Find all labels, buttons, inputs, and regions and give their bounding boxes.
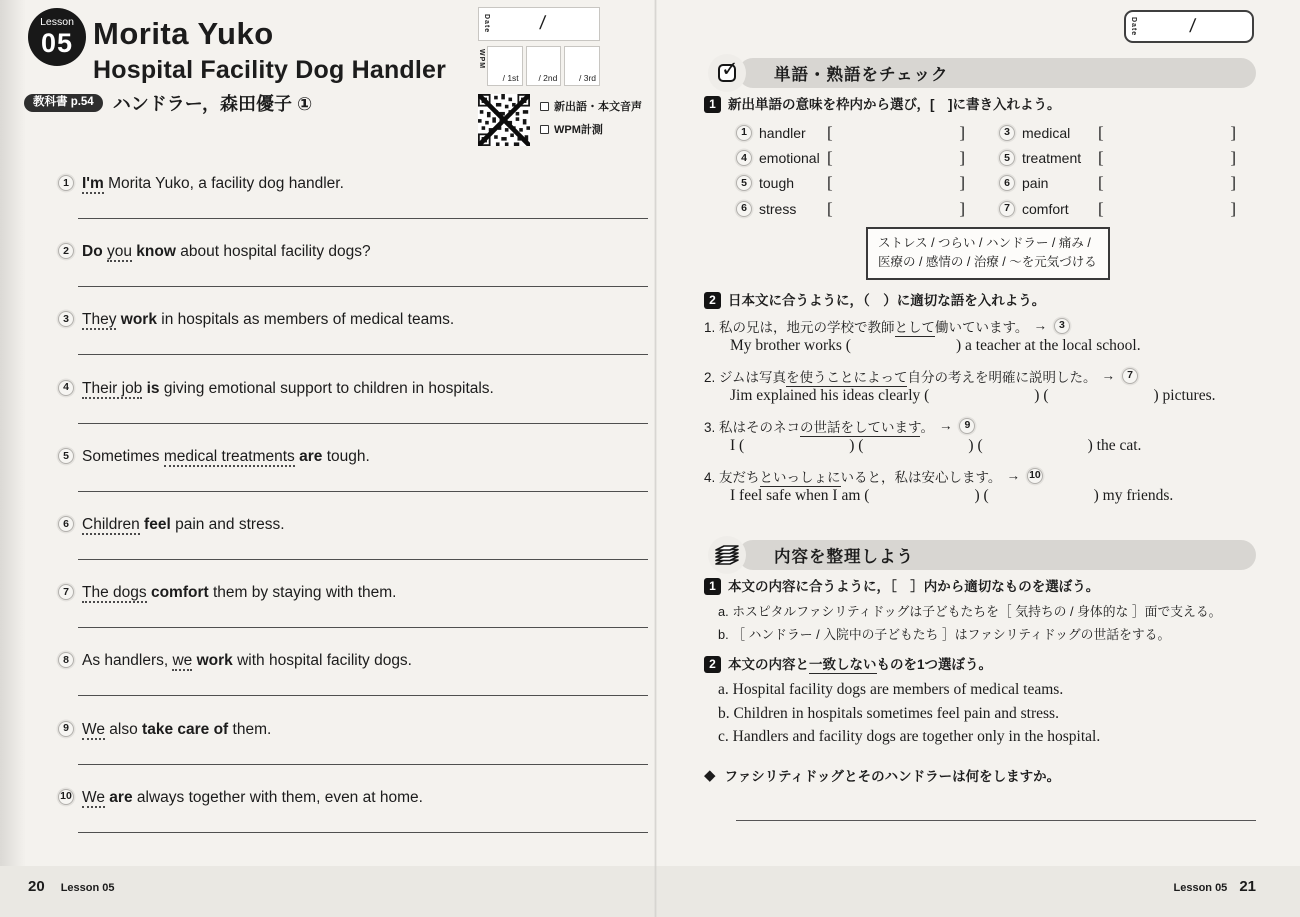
vocab-item-number: 7 — [999, 201, 1015, 217]
lesson-number-badge — [28, 8, 86, 66]
vocab-item-number: 1 — [736, 125, 752, 141]
option-item: c. Handlers and facility dogs are together only in the hospital. — [718, 728, 1101, 745]
diamond-icon: ◆ — [704, 767, 716, 784]
sentence-number: 1 — [58, 175, 74, 191]
left-footer-lesson: Lesson 05 — [60, 882, 115, 894]
date-label: Date — [1130, 16, 1137, 37]
vocab-item-number: 4 — [736, 150, 752, 166]
answer-bracket-blank — [827, 173, 965, 193]
arrow-icon: → — [1006, 468, 1020, 483]
sentence-number: 2 — [58, 243, 74, 259]
sentence-text — [58, 515, 650, 534]
lesson-badge-label: Lesson — [40, 16, 74, 29]
bracket-close: ] — [1230, 198, 1236, 218]
answer-writing-line — [736, 820, 1256, 821]
task-number-badge: 1 — [704, 578, 721, 595]
fill-in-japanese — [704, 364, 1264, 387]
sentence-block — [58, 720, 650, 788]
bracket-open: [ — [827, 173, 833, 193]
english-text: ) pictures. — [1153, 387, 1216, 404]
sentence-number: 5 — [58, 448, 74, 464]
answer-bracket-blank — [1098, 199, 1236, 219]
vocab-word: medical — [1022, 124, 1071, 141]
not-match-underline: 一致しない — [809, 657, 877, 672]
qr-code — [478, 94, 530, 146]
answer-bracket-blank — [827, 123, 965, 143]
bracket-close: ] — [1230, 147, 1236, 167]
sentence-block — [58, 515, 650, 583]
arrow-icon: → — [1033, 318, 1047, 333]
word-bank-line2: 医療の / 感情の / 治療 / ～を元気づける — [878, 255, 1097, 270]
stacked-pages-icon — [708, 536, 746, 574]
writing-line — [78, 354, 648, 355]
right-footer-lesson: Lesson 05 — [1173, 882, 1228, 894]
content-task1-items — [718, 601, 1263, 647]
sentence-block — [58, 583, 650, 651]
sentence-content: The dogs comfort them by staying with them. — [82, 584, 397, 602]
vocab-grid — [736, 120, 1236, 221]
wpm-label: WPM — [478, 49, 485, 70]
bracket-close: ] — [1230, 173, 1236, 193]
english-text: ) my friends. — [1093, 487, 1174, 504]
fill-in-japanese-text: 2. ジムは写真を使うことによって自分の考えを明確に説明した。 — [704, 369, 1097, 385]
vocab-task2-instruction-row — [704, 292, 1045, 310]
left-page-number: 20 — [28, 878, 45, 895]
option-item: a. Hospital facility dogs are members of medical teams. — [718, 681, 1064, 698]
bracket-close: ] — [959, 122, 965, 142]
bracket-open: [ — [1098, 122, 1104, 142]
lesson-subtitle-row — [24, 90, 312, 116]
vocab-word: comfort — [1022, 200, 1069, 217]
audio-check-label: WPM計測 — [554, 124, 603, 136]
arrow-icon: → — [1101, 368, 1115, 383]
checkbox-square — [540, 102, 549, 111]
english-text: ) ( — [968, 437, 983, 454]
sentence-text — [58, 788, 650, 807]
vocab-item-number: 5 — [736, 175, 752, 191]
wpm-box — [478, 46, 600, 86]
english-text: I ( — [730, 437, 745, 454]
sentence-block — [58, 379, 650, 447]
bracket-open: [ — [1098, 147, 1104, 167]
sentence-ref-number: 10 — [1027, 468, 1043, 484]
sentence-text — [58, 310, 650, 329]
english-text: I feel safe when I am ( — [730, 487, 870, 504]
content-task2-instruction: 本文の内容と一致しないものを1つ選ぼう。 — [728, 657, 993, 672]
writing-line — [78, 491, 648, 492]
audio-check-label: 新出語・本文音声 — [554, 101, 642, 113]
task-number-badge: 2 — [704, 292, 721, 309]
checkbox-outline — [718, 58, 739, 82]
sentence-content: They work in hospitals as members of medical teams. — [82, 311, 455, 329]
lesson-title-line1: Morita Yuko — [93, 16, 274, 51]
wpm-cell: / 1st — [487, 46, 523, 86]
sentence-block — [58, 310, 650, 378]
content-task2-instruction-row — [704, 656, 992, 674]
open-question-row — [704, 765, 1060, 785]
textbook-page-badge: 教科書 p.54 — [24, 94, 103, 112]
lesson-badge-number: 05 — [40, 27, 74, 58]
sentence-content: Their job is giving emotional support to children in hospitals. — [82, 379, 494, 397]
sentence-number: 9 — [58, 721, 74, 737]
sentence-block — [58, 788, 650, 856]
sentence-text — [58, 379, 650, 398]
answer-bracket-blank — [1098, 173, 1236, 193]
check-mark: ✓ — [721, 58, 739, 81]
english-text: My brother works ( — [730, 337, 851, 354]
sentence-number: 7 — [58, 584, 74, 600]
writing-line — [78, 423, 648, 424]
bracket-open: [ — [1098, 198, 1104, 218]
wpm-cell: / 2nd — [526, 46, 562, 86]
vocab-row — [736, 171, 1236, 196]
answer-bracket-blank — [1098, 148, 1236, 168]
section-content-title: 内容を整理しよう — [738, 540, 1256, 570]
content-task1-instruction-row — [704, 578, 1099, 596]
fill-in-english — [730, 337, 1264, 355]
writing-line — [78, 695, 648, 696]
date-slash: / — [538, 13, 547, 34]
sentence-number: 6 — [58, 516, 74, 532]
sentence-ref-number: 3 — [1054, 318, 1070, 334]
bracket-close: ] — [959, 198, 965, 218]
fill-in-japanese-text: 1. 私の兄は，地元の学校で教師として働いています。 — [704, 319, 1029, 335]
date-box — [478, 7, 600, 41]
choice-item: a. ホスピタルファシリティドッグは子どもたちを［ 気持ちの / 身体的な ］面で支える。 — [718, 604, 1222, 619]
wpm-cell: / 3rd — [564, 46, 600, 86]
fill-in-japanese-text: 3. 私はそのネコの世話をしています。 — [704, 419, 934, 435]
option-item: b. Children in hospitals sometimes feel pain and stress. — [718, 704, 1059, 722]
right-footer — [1174, 878, 1257, 895]
vocab-word: pain — [1022, 175, 1049, 192]
vocab-row — [736, 145, 1236, 170]
writing-line — [78, 286, 648, 287]
fill-in-japanese — [704, 464, 1264, 487]
page-spine-divider — [654, 0, 657, 917]
date-box-right — [1124, 10, 1254, 43]
checkbox-icon — [708, 54, 746, 92]
vocab-word: stress — [759, 200, 797, 217]
writing-line — [78, 218, 648, 219]
section-vocab-title: 単語・熟語をチェック — [738, 58, 1256, 88]
qr-code-graphic — [478, 94, 530, 146]
english-text: ) the cat. — [1087, 437, 1142, 454]
sentence-content: I'm Morita Yuko, a facility dog handler. — [82, 175, 344, 192]
bracket-close: ] — [959, 173, 965, 193]
choice-item: b. ［ ハンドラー / 入院中の子どもたち ］はファシリティドッグの世話をする。 — [718, 627, 1171, 642]
word-bank-line1: ストレス / つらい / ハンドラー / 痛み / — [878, 236, 1091, 250]
section-content-header — [708, 536, 1256, 574]
sentence-text — [58, 447, 650, 466]
bracket-open: [ — [827, 147, 833, 167]
sentence-content: Do you know about hospital facility dogs? — [82, 243, 371, 261]
sentence-text — [58, 174, 650, 193]
fill-in-japanese — [704, 314, 1264, 337]
audio-check-item — [540, 121, 642, 137]
audio-check-item — [540, 98, 642, 114]
sentence-content: We are always together with them, even at home. — [82, 788, 423, 806]
sentence-content: Children feel pain and stress. — [82, 515, 285, 533]
fill-in-items — [704, 314, 1264, 514]
vocab-task2-instruction: 日本文に合うように，（ ）に適切な語を入れよう。 — [728, 293, 1046, 308]
sentence-block — [58, 174, 650, 242]
fill-in-item — [704, 314, 1264, 364]
sentence-block — [58, 242, 650, 310]
fill-in-item — [704, 414, 1264, 464]
vocab-item-number: 6 — [736, 201, 752, 217]
vocab-task1-instruction: 新出単語の意味を枠内から選び，[ ]に書き入れよう。 — [728, 97, 1061, 112]
vocab-row — [736, 120, 1236, 145]
arrow-icon: → — [938, 418, 953, 433]
sentence-content: We also take care of them. — [82, 720, 272, 738]
writing-line — [78, 764, 648, 765]
bracket-close: ] — [959, 147, 965, 167]
fill-in-item — [704, 364, 1264, 414]
english-text: ) a teacher at the local school. — [955, 337, 1141, 354]
sentence-text — [58, 583, 650, 602]
english-text: ) ( — [849, 437, 864, 454]
right-page-number: 21 — [1239, 878, 1256, 895]
vocab-word: emotional — [759, 149, 820, 166]
sentence-block — [58, 447, 650, 515]
vocab-item-number: 6 — [999, 175, 1015, 191]
sentence-text — [58, 651, 650, 670]
sentence-content: As handlers, we work with hospital facility dogs. — [82, 652, 412, 670]
vocab-row — [736, 196, 1236, 221]
text-sentences — [58, 174, 650, 856]
bracket-open: [ — [1098, 173, 1104, 193]
content-task1-instruction: 本文の内容に合うように，［ ］内から適切なものを選ぼう。 — [728, 579, 1100, 594]
sentence-block — [58, 651, 650, 719]
writing-line — [78, 627, 648, 628]
fill-in-japanese — [704, 414, 1264, 437]
fill-in-english — [730, 387, 1264, 405]
fill-in-english — [730, 487, 1264, 505]
fill-in-item — [704, 464, 1264, 514]
audio-checklist — [540, 98, 642, 137]
lesson-subtitle-jp: ハンドラー，森田優子 ① — [112, 94, 313, 114]
english-text: ) ( — [1034, 387, 1049, 404]
open-question-text: ファシリティドッグとそのハンドラーは何をしますか。 — [724, 769, 1061, 784]
sentence-number: 4 — [58, 380, 74, 396]
vocab-item-number: 3 — [999, 125, 1015, 141]
content-task2-options — [718, 681, 1263, 752]
vocab-task1-instruction-row — [704, 96, 1060, 114]
vocab-item-number: 5 — [999, 150, 1015, 166]
vocab-word: tough — [759, 175, 795, 192]
writing-line — [78, 832, 648, 833]
date-slash: / — [1188, 15, 1197, 37]
vocab-word: handler — [759, 124, 806, 141]
bracket-open: [ — [827, 198, 833, 218]
bracket-open: [ — [827, 122, 833, 142]
left-footer — [28, 878, 115, 895]
vocab-word: treatment — [1022, 149, 1082, 166]
sentence-text — [58, 720, 650, 739]
task-number-badge: 2 — [704, 656, 721, 673]
checkbox-square — [540, 125, 549, 134]
lesson-title-line2: Hospital Facility Dog Handler — [93, 56, 447, 84]
sentence-number: 3 — [58, 311, 74, 327]
answer-bracket-blank — [827, 148, 965, 168]
sentence-number: 10 — [58, 789, 74, 805]
sentence-text — [58, 242, 650, 261]
right-page — [658, 0, 1300, 917]
task-number-badge: 1 — [704, 96, 721, 113]
writing-line — [78, 559, 648, 560]
english-text: Jim explained his ideas clearly ( — [730, 387, 930, 404]
date-label: Date — [483, 14, 490, 34]
bracket-close: ] — [1230, 122, 1236, 142]
answer-bracket-blank — [1098, 123, 1236, 143]
sentence-content: Sometimes medical treatments are tough. — [82, 447, 370, 465]
sentence-ref-number: 9 — [959, 418, 975, 434]
word-bank-box — [866, 227, 1110, 280]
wpm-cells — [487, 46, 600, 86]
english-text: ) ( — [974, 487, 989, 504]
section-vocab-header — [708, 54, 1256, 92]
fill-in-english — [730, 437, 1264, 455]
sentence-ref-number: 7 — [1122, 368, 1138, 384]
answer-bracket-blank — [827, 199, 965, 219]
fill-in-japanese-text: 4. 友だちといっしょにいると，私は安心します。 — [704, 469, 1002, 485]
sentence-number: 8 — [58, 652, 74, 668]
